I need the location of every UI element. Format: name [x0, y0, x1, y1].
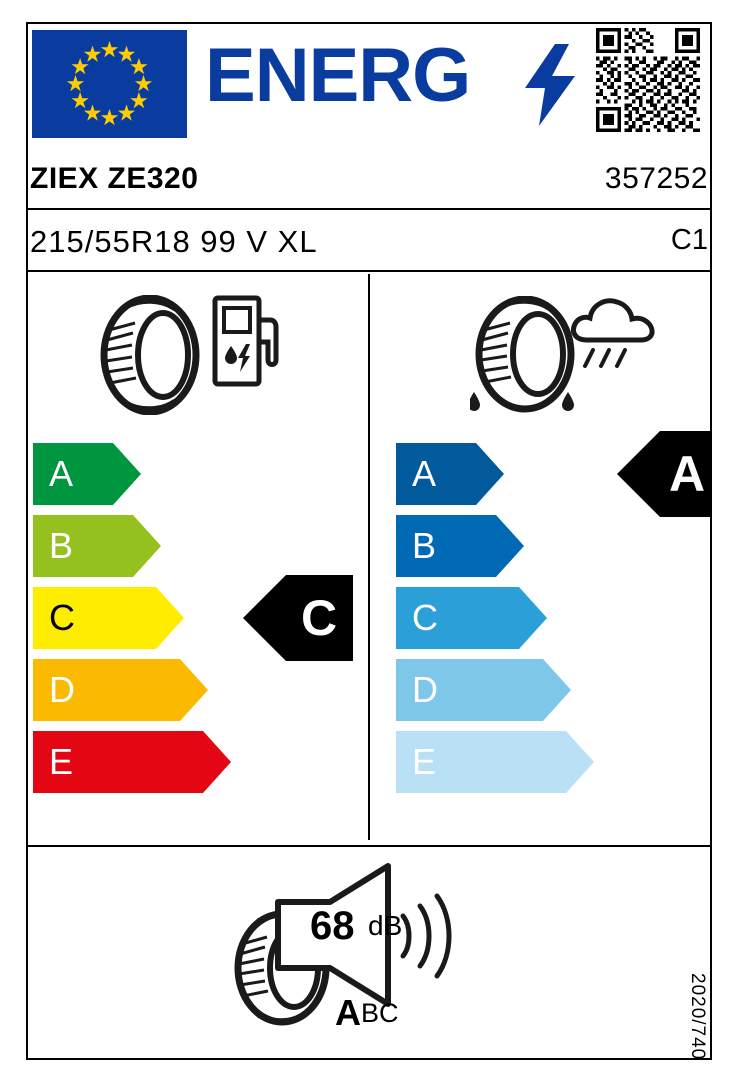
regulation-number: 2020/740 — [687, 972, 708, 1060]
wet-grade-label: B — [412, 525, 437, 566]
divider-bottom — [28, 845, 710, 847]
fuel-grade-label: A — [49, 453, 74, 494]
wet-grade-label: C — [412, 597, 438, 638]
wet-grade-label: A — [412, 453, 437, 494]
noise-value: 68 — [310, 904, 355, 948]
fuel-grade-label: B — [49, 525, 74, 566]
lightning-bolt-icon — [525, 44, 575, 126]
page-title: ENERG — [205, 33, 471, 118]
fuel-grade-label: D — [49, 669, 75, 710]
wet-grade-label: D — [412, 669, 438, 710]
qr-code-icon — [596, 28, 700, 132]
wet-grade-label: E — [412, 741, 437, 782]
eu-flag-icon — [32, 30, 187, 138]
wet-selected-grade: A — [669, 446, 706, 502]
size-row — [30, 224, 708, 266]
noise-unit: dB — [368, 910, 403, 941]
tyre-size: 215/55R18 99 V XL — [30, 224, 318, 259]
tire-wet-icon — [470, 296, 580, 418]
eu-flag-stars — [32, 30, 187, 138]
noise-section — [230, 862, 510, 1042]
column-divider — [368, 274, 370, 840]
tire-icon — [95, 295, 205, 415]
rain-cloud-icon — [565, 288, 665, 376]
fuel-selected-pointer — [243, 575, 353, 661]
brand-row — [30, 162, 708, 208]
noise-class-selected: A — [335, 992, 361, 1033]
fuel-selected-grade: C — [301, 590, 338, 646]
noise-class-rest: BC — [361, 998, 399, 1028]
product-code: 357252 — [604, 162, 708, 195]
divider-top — [28, 208, 710, 210]
brand-model: ZIEX ZE320 — [30, 162, 199, 195]
tyre-class: C1 — [670, 224, 708, 256]
divider-mid — [28, 270, 710, 272]
fuel-pump-icon — [212, 292, 282, 388]
fuel-grade-label: C — [49, 597, 75, 638]
wet-selected-pointer — [617, 431, 710, 517]
fuel-grade-label: E — [49, 741, 74, 782]
